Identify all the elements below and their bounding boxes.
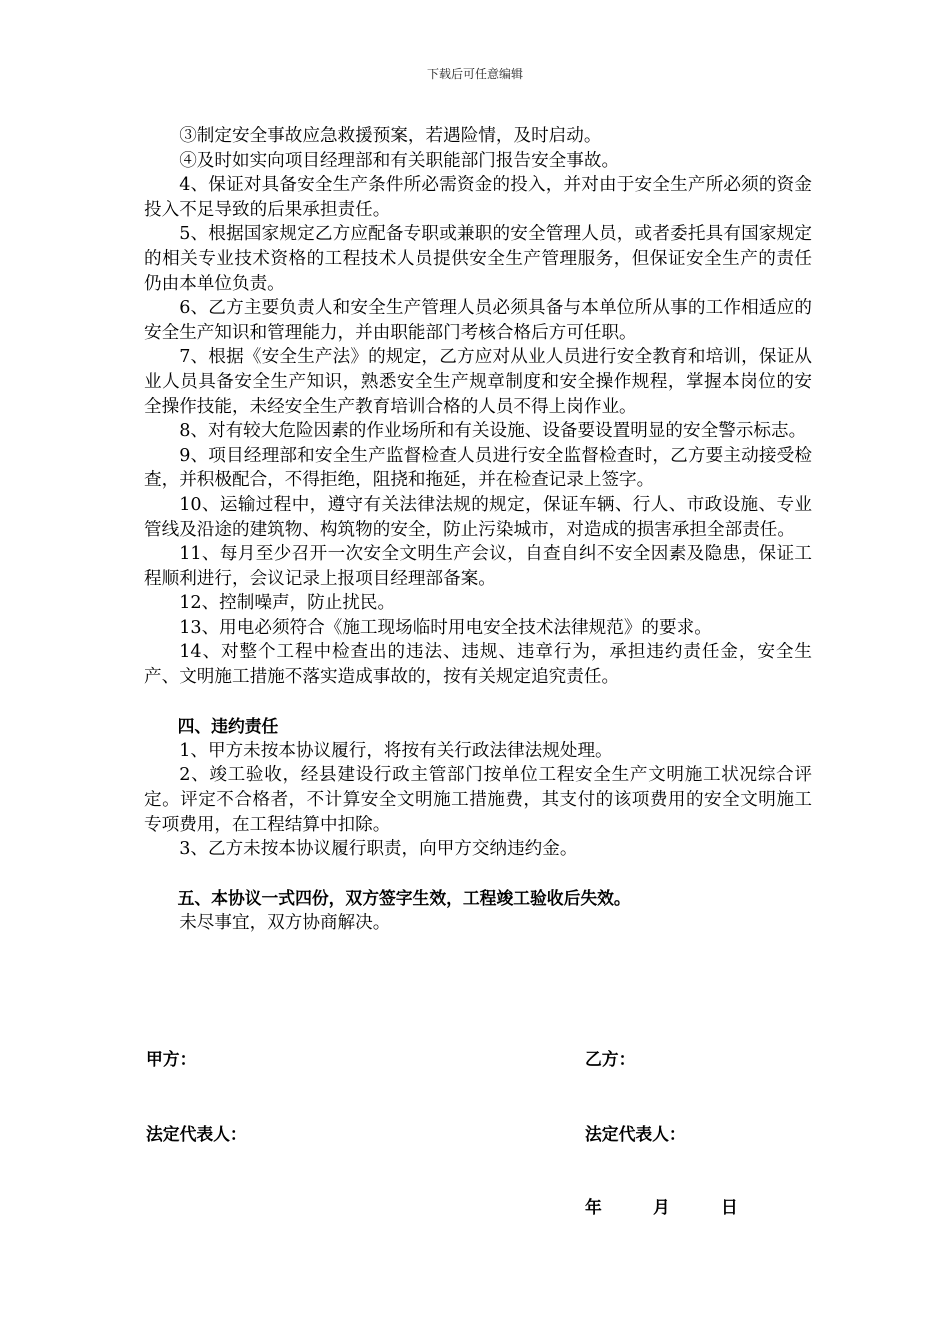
paragraph: 4、保证对具备安全生产条件所必需资金的投入，并对由于安全生产所必须的资金投入不足导致的后果承担责任。 xyxy=(144,175,812,220)
paragraph: ③制定安全事故应急救援预案，若遇险情，及时启动。 xyxy=(179,126,602,146)
date-day: 日 xyxy=(721,1197,738,1217)
legal-rep-a-label: 法定代表人： xyxy=(146,1124,247,1144)
header-note: 下载后可任意编辑 xyxy=(426,67,523,81)
paragraph: 10、运输过程中，遵守有关法律法规的规定，保证车辆、行人、市政设施、专业管线及沿途的建筑物、构筑物的安全，防止污染城市，对造成的损害承担全部责任。 xyxy=(144,494,812,540)
signing-date xyxy=(585,1197,738,1217)
document-body xyxy=(144,124,812,936)
paragraph: 9、项目经理部和安全生产监督检查人员进行安全监督检查时，乙方要主动接受检查，并积极配合，不得拒绝，阻挠和拖延，并在检查记录上签字。 xyxy=(144,445,812,491)
paragraph: 12、控制噪声，防止扰民。 xyxy=(179,593,396,614)
paragraph: 8、对有较大危险因素的作业场所和有关设施、设备要设置明显的安全警示标志。 xyxy=(179,421,807,442)
paragraph: 11、每月至少召开一次安全文明生产会议，自查自纠不安全因素及隐患，保证工程顺利进行，会议记录上报项目经理部备案。 xyxy=(144,544,812,589)
paragraph: 7、根据《安全生产法》的规定，乙方应对从业人员进行安全教育和培训，保证从业人员具备安全生产知识，熟悉安全生产规章制度和安全操作规程，掌握本岗位的安全操作技能，未经安全生产教育培训合格的人员不得上岗作业。 xyxy=(144,347,812,417)
section-4-item: 2、竣工验收，经县建设行政主管部门按单位工程安全生产文明施工状况综合评定。评定不合格者，不计算安全文明施工措施费，其支付的该项费用的安全文明施工专项费用，在工程结算中扣除。 xyxy=(144,765,812,835)
paragraph: 13、用电必须符合《施工现场临时用电安全技术法律规范》的要求。 xyxy=(179,617,712,638)
paragraph: 14、对整个工程中检查出的违法、违规、违章行为，承担违约责任金，安全生产、文明施工措施不落实造成事故的，按有关规定追究责任。 xyxy=(144,642,812,688)
section-4-item: 1、甲方未按本协议履行，将按有关行政法律法规处理。 xyxy=(179,740,613,761)
section-5-title: 五、本协议一式四份，双方签字生效，工程竣工验收后失效。 xyxy=(177,888,631,909)
paragraph: 6、乙方主要负责人和安全生产管理人员必须具备与本单位所从事的工作相适应的安全生产知识和管理能力，并由职能部门考核合格后方可任职。 xyxy=(144,298,812,343)
date-month: 月 xyxy=(653,1197,670,1217)
spacer xyxy=(144,862,812,887)
party-a-label: 甲方： xyxy=(146,1049,197,1069)
paragraph: ④及时如实向项目经理部和有关职能部门报告安全事故。 xyxy=(179,150,620,171)
legal-rep-b-label: 法定代表人： xyxy=(585,1124,686,1144)
section-4-item: 3、乙方未按本协议履行职责，向甲方交纳违约金。 xyxy=(179,839,578,860)
spacer xyxy=(144,690,812,715)
party-b-label: 乙方： xyxy=(585,1049,636,1069)
date-year: 年 xyxy=(585,1197,602,1217)
paragraph: 5、根据国家规定乙方应配备专职或兼职的安全管理人员，或者委托具有国家规定的相关专业技术资格的工程技术人员提供安全生产管理服务，但保证安全生产的责任仍由本单位负责。 xyxy=(144,224,812,294)
section-5-note: 未尽事宜，双方协商解决。 xyxy=(179,913,391,933)
section-4-title: 四、违约责任 xyxy=(177,716,279,737)
